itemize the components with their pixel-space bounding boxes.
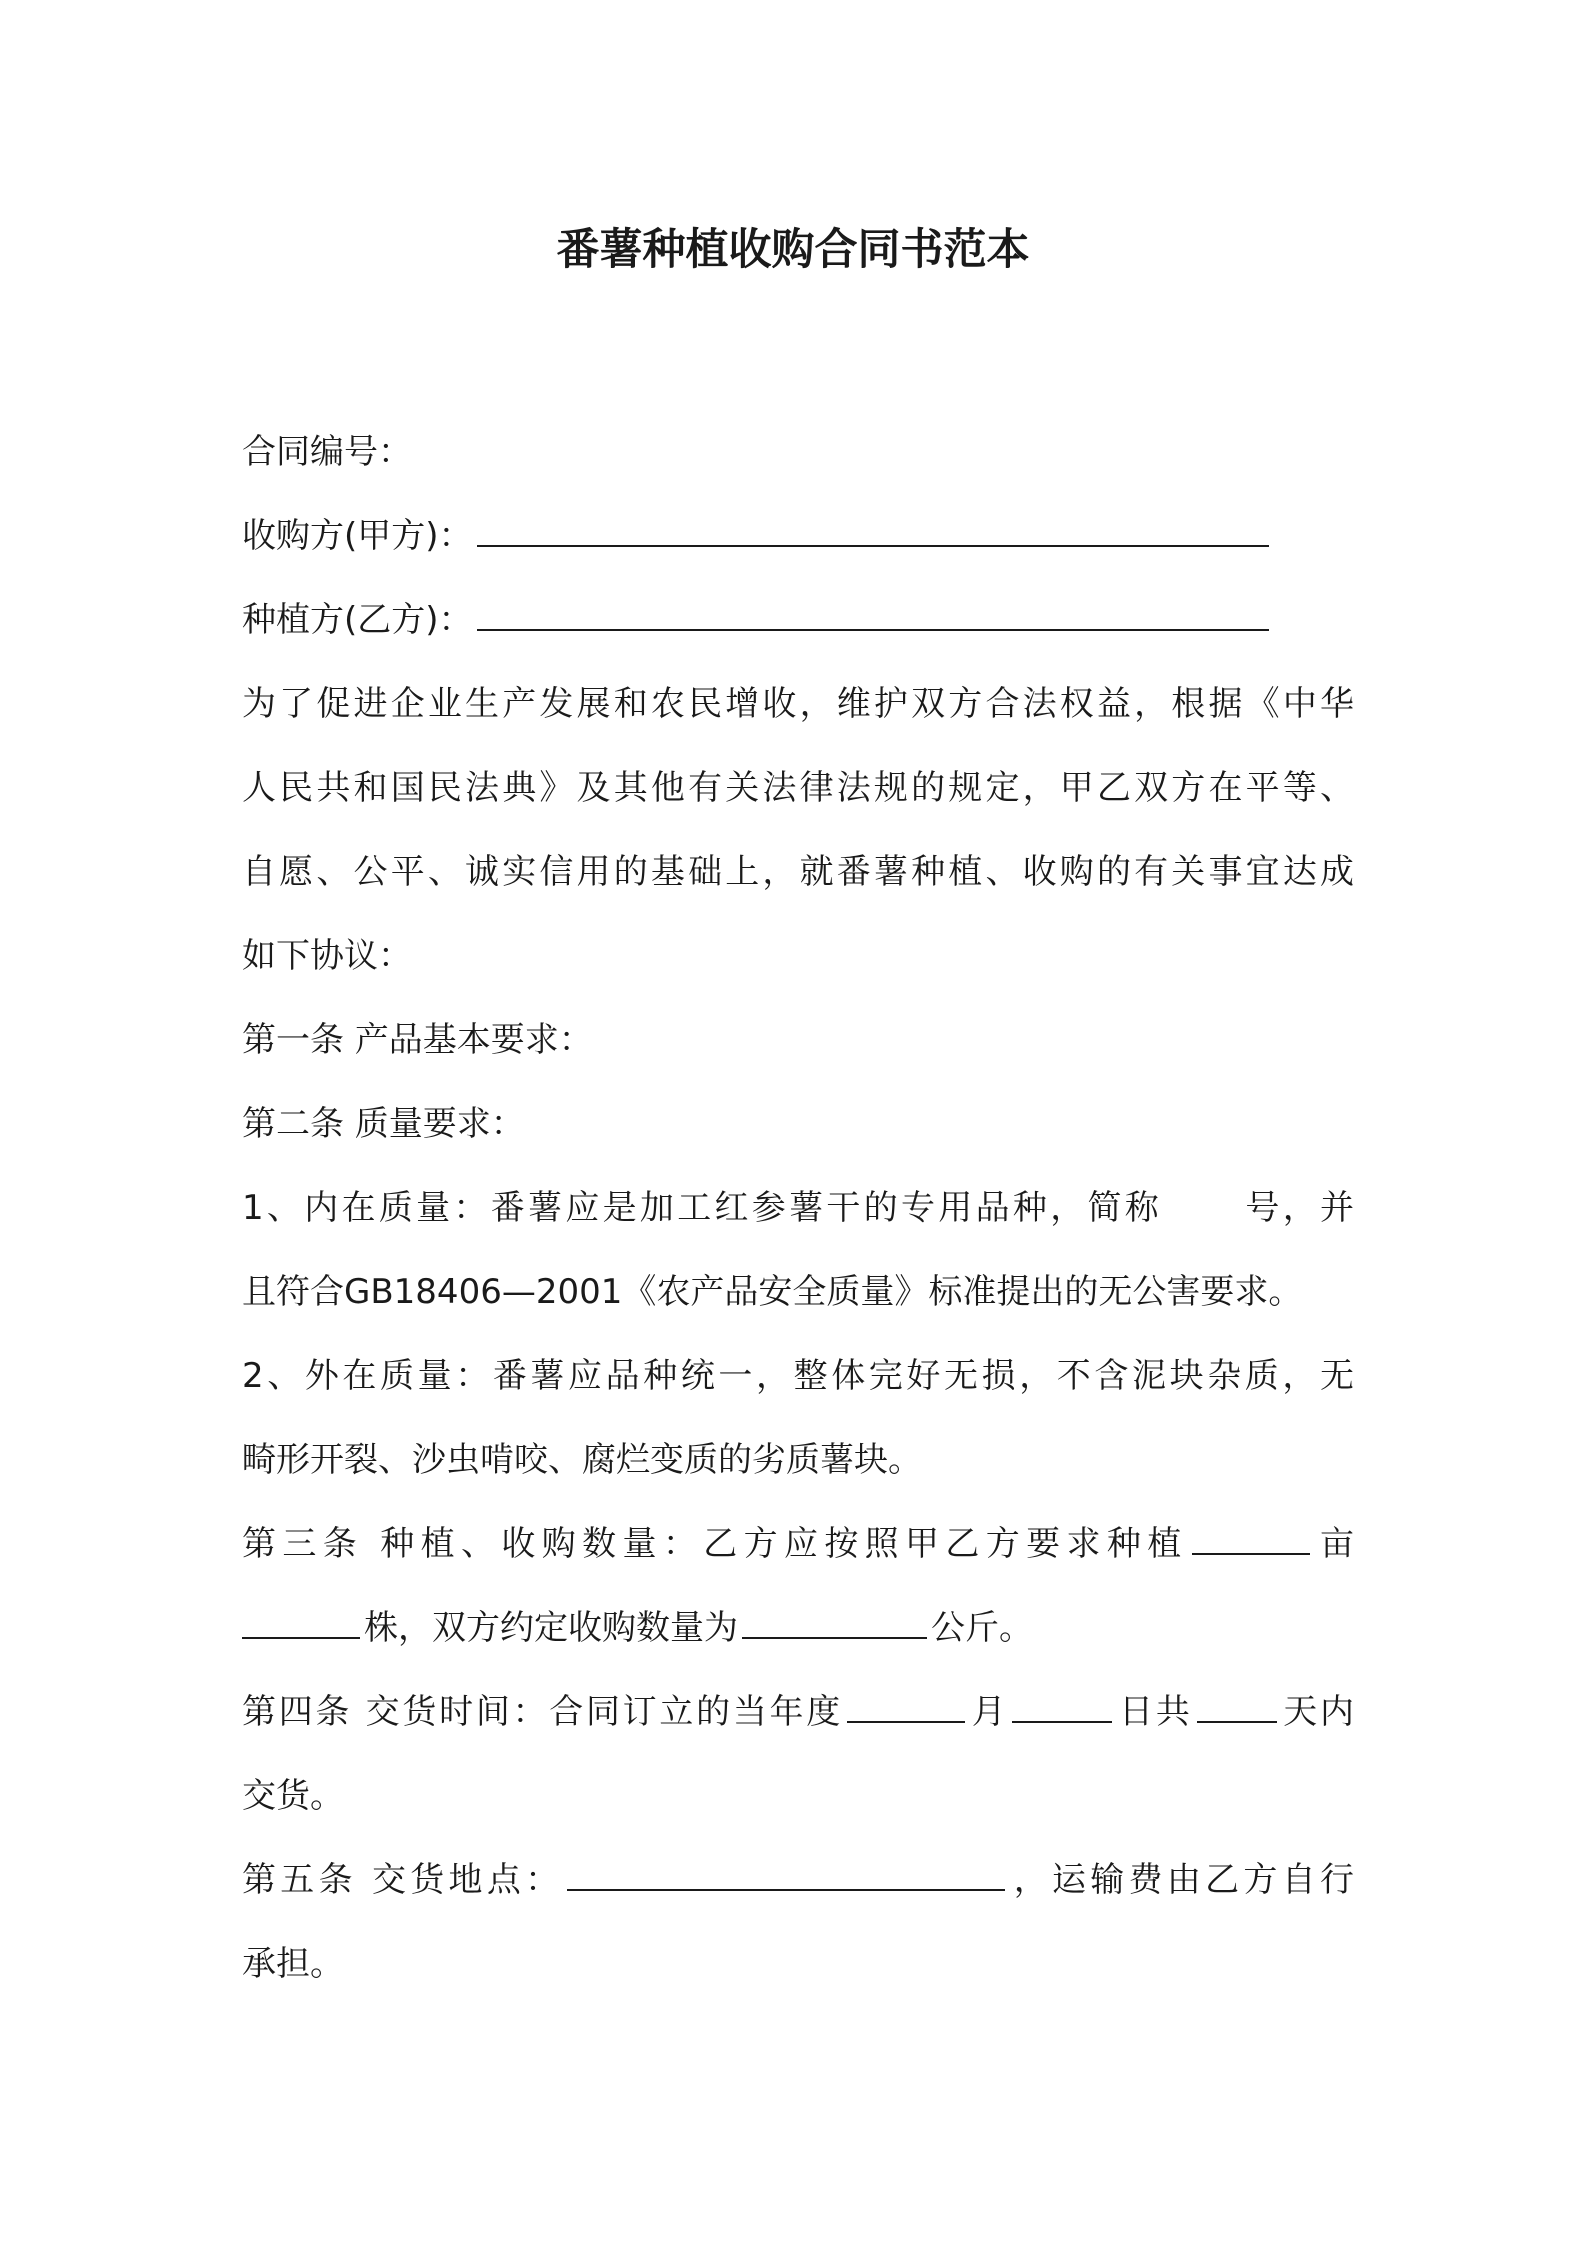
article-4-line-1 [242,1670,1354,1754]
planting-area-blank[interactable] [1192,1523,1310,1555]
document-title: 番薯种植收购合同书范本 [556,225,1030,275]
article-5-text-b: ，运输费由乙方自行 [1009,1860,1354,1900]
party-a-blank[interactable] [477,515,1269,547]
article-3-text-d: 公斤。 [931,1608,1033,1648]
article-1-heading: 第一条 产品基本要求： [242,1020,593,1060]
contract-number-label: 合同编号： [242,432,412,472]
preamble-line-3: 自愿、公平、诚实信用的基础上，就番薯种植、收购的有关事宜达成 [242,852,1354,892]
article-3-text-c: 株，双方约定收购数量为 [364,1608,738,1648]
article-5-text-a: 第五条 交货地点： [242,1860,564,1900]
delivery-month-blank[interactable] [847,1691,965,1723]
article-3-line-2 [242,1586,1354,1670]
delivery-location-blank[interactable] [567,1859,1005,1891]
article-2-item-1-text-a: 1、内在质量：番薯应是加工红参薯干的专用品种，简称 [242,1188,1163,1228]
party-a-label: 收购方(甲方)： [242,516,473,556]
plant-count-blank[interactable] [242,1607,360,1639]
article-2-item-1-line-1 [242,1166,1354,1250]
article-2-item-2-line-2: 畸形开裂、沙虫啃咬、腐烂变质的劣质薯块。 [242,1440,922,1480]
delivery-day-blank[interactable] [1012,1691,1112,1723]
article-2-item-1-line-2: 且符合GB18406—2001《农产品安全质量》标准提出的无公害要求。 [242,1272,1303,1312]
party-b-line [242,578,1354,662]
article-2-item-2-line-1: 2、外在质量：番薯应品种统一，整体完好无损，不含泥块杂质，无 [242,1356,1354,1396]
party-a-line [242,494,1354,578]
contract-number-line [242,410,1354,494]
preamble-line-1: 为了促进企业生产发展和农民增收，维护双方合法权益，根据《中华 [242,684,1354,724]
article-4-line-2: 交货。 [242,1776,344,1816]
article-2-item-1-text-b: 号，并 [1242,1188,1354,1228]
preamble-line-2: 人民共和国民法典》及其他有关法律法规的规定，甲乙双方在平等、 [242,768,1354,808]
article-5-line-1 [242,1838,1354,1922]
article-2-heading: 第二条 质量要求： [242,1104,525,1144]
document-body [242,410,1354,2006]
article-3-text-b: 亩 [1313,1524,1355,1564]
article-5-line-2: 承担。 [242,1944,344,1984]
article-3-text-a: 第三条 种植、收购数量：乙方应按照甲乙方要求种植 [242,1524,1188,1564]
party-b-blank[interactable] [477,599,1269,631]
article-4-text-c: 日共 [1116,1692,1193,1732]
delivery-days-blank[interactable] [1197,1691,1277,1723]
party-b-label: 种植方(乙方)： [242,600,473,640]
article-4-text-b: 月 [968,1692,1009,1732]
article-4-text-d: 天内 [1280,1692,1355,1732]
article-3-line-1 [242,1502,1354,1586]
purchase-quantity-blank[interactable] [742,1607,927,1639]
article-4-text-a: 第四条 交货时间：合同订立的当年度 [242,1692,843,1732]
preamble-line-4: 如下协议： [242,936,412,976]
